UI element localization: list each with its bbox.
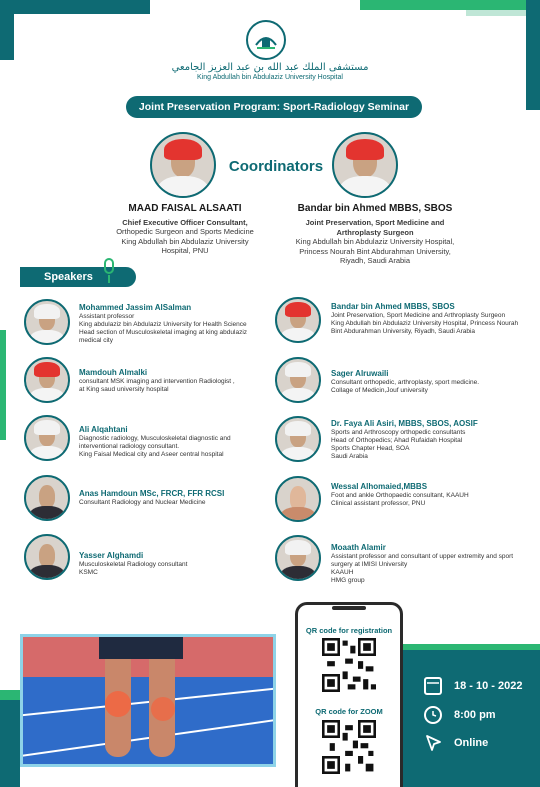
speaker-name: Bandar bin Ahmed MBBS, SBOS: [331, 302, 455, 311]
side-decoration: [0, 330, 6, 440]
speaker-photo: [275, 476, 321, 522]
runner-knee-image: [20, 634, 276, 767]
speaker-name: Dr. Faya Ali Asiri, MBBS, SBOS, AOSIF: [331, 419, 478, 428]
coordinator-role: Chief Executive Officer Consultant,: [122, 218, 248, 227]
speaker-description: Sports and Arthroscopy orthopedic consultants Head of Orthopedics; Ahad Rufaidah Hospital Sports Chapter Head, SOA Saudi Arabia: [331, 429, 466, 460]
speaker-description: Joint Preservation, Sport Medicine and Arthroplasty Surgeon King Abdullah bin Abdulaziz University Hospital, Princess Nourah Bint Abdurahman University, Riyadh, Saudi Arabia: [331, 312, 519, 335]
speaker-photo: [24, 357, 70, 403]
speaker-photo: [24, 299, 70, 345]
speaker-name: Anas Hamdoun MSc, FRCR, FFR RCSI: [79, 489, 225, 498]
microphone-icon: [104, 258, 114, 274]
speaker-description: Consultant Radiology and Nuclear Medicine: [79, 499, 206, 506]
zoom-qr-code[interactable]: [322, 720, 376, 774]
hospital-name-arabic: مستشفى الملك عبد الله بن عبد العزيز الجامعي: [171, 62, 369, 73]
speaker-name: Mamdouh Almalki: [79, 368, 148, 377]
hospital-logo-icon: [246, 20, 286, 60]
speaker-photo: [24, 534, 70, 580]
coordinator-photo: [150, 132, 216, 198]
coordinators-heading: Coordinators: [228, 158, 324, 175]
microphone-icon: [108, 275, 110, 283]
speaker-name: Wessal Alhomaied,MBBS: [331, 482, 428, 491]
speaker-description: Foot and ankle Orthopaedic consultant, KAAUH Clinical assistant professor, PNU: [331, 492, 469, 507]
speaker-photo: [275, 357, 321, 403]
coordinator-name: Bandar bin Ahmed MBBS, SBOS: [297, 203, 453, 214]
calendar-icon: [424, 677, 442, 695]
phone-notch: [332, 606, 366, 610]
speakers-heading: Speakers: [20, 267, 136, 287]
corner-decoration: [0, 0, 150, 14]
seminar-title: Joint Preservation Program: Sport-Radiology Seminar: [126, 96, 422, 118]
speaker-name: Mohammed Jassim AlSalman: [79, 303, 192, 312]
coordinator-name: MAAD FAISAL ALSAATI: [128, 203, 242, 214]
speaker-name: Sager Alruwaili: [331, 369, 389, 378]
coordinator-photo: [332, 132, 398, 198]
coordinator-affiliation: King Abdullah bin Abdulaziz University Hospital, Princess Nourah Bint Abdurahman University, Riyadh, Saudi Arabia: [295, 237, 455, 265]
speaker-description: consultant MSK imaging and intervention Radiologist , at King saud university hospital: [79, 378, 235, 393]
speaker-photo: [24, 415, 70, 461]
corner-decoration: [0, 700, 20, 787]
corner-decoration: [0, 0, 14, 60]
qr-zoom-label: QR code for ZOOM: [315, 707, 383, 716]
speaker-name: Moaath Alamir: [331, 543, 386, 552]
speaker-photo: [275, 297, 321, 343]
corner-decoration: [466, 10, 526, 16]
event-mode: Online: [454, 737, 489, 749]
qr-registration-label: QR code for registration: [305, 626, 393, 635]
speaker-description: Diagnostic radiology, Musculoskeletal diagnostic and interventional radiology consultant. King Faisal Medical city and Aseer central hospital: [79, 435, 231, 458]
event-date: 18 - 10 - 2022: [454, 680, 523, 692]
corner-decoration: [360, 0, 540, 10]
speaker-photo: [275, 416, 321, 462]
hospital-name-english: King Abdullah bin Abdulaziz University Hospital: [197, 74, 343, 81]
coordinator-role: Joint Preservation, Sport Medicine and Arthroplasty Surgeon: [305, 218, 445, 237]
speaker-photo: [24, 475, 70, 521]
cursor-click-icon: [424, 733, 444, 753]
coordinator-affiliation: Orthopedic Surgeon and Sports Medicine King Abdullah bin Abdulaziz University Hospital, PNU: [116, 227, 254, 255]
speaker-description: Assistant professor King abdulaziz bin Abdulaziz University for Health Science Head section of Musculoskeletal imaging at king abdulaziz medical city: [79, 313, 248, 344]
speaker-description: Musculoskeletal Radiology consultant KSMC: [79, 561, 188, 576]
speaker-name: Ali Alqahtani: [79, 425, 128, 434]
speaker-description: Assistant professor and consultant of upper extremity and sport surgery at IMISI University KAAUH HMG group: [331, 553, 514, 584]
registration-qr-code[interactable]: [322, 638, 376, 692]
corner-decoration: [526, 0, 540, 110]
speaker-description: Consultant orthopedic, arthroplasty, sport medicine. Collage of Medicin,Jouf university: [331, 379, 480, 394]
speaker-name: Yasser Alghamdi: [79, 551, 144, 560]
clock-icon: [424, 706, 442, 724]
event-time: 8:00 pm: [454, 709, 496, 721]
speaker-photo: [275, 535, 321, 581]
